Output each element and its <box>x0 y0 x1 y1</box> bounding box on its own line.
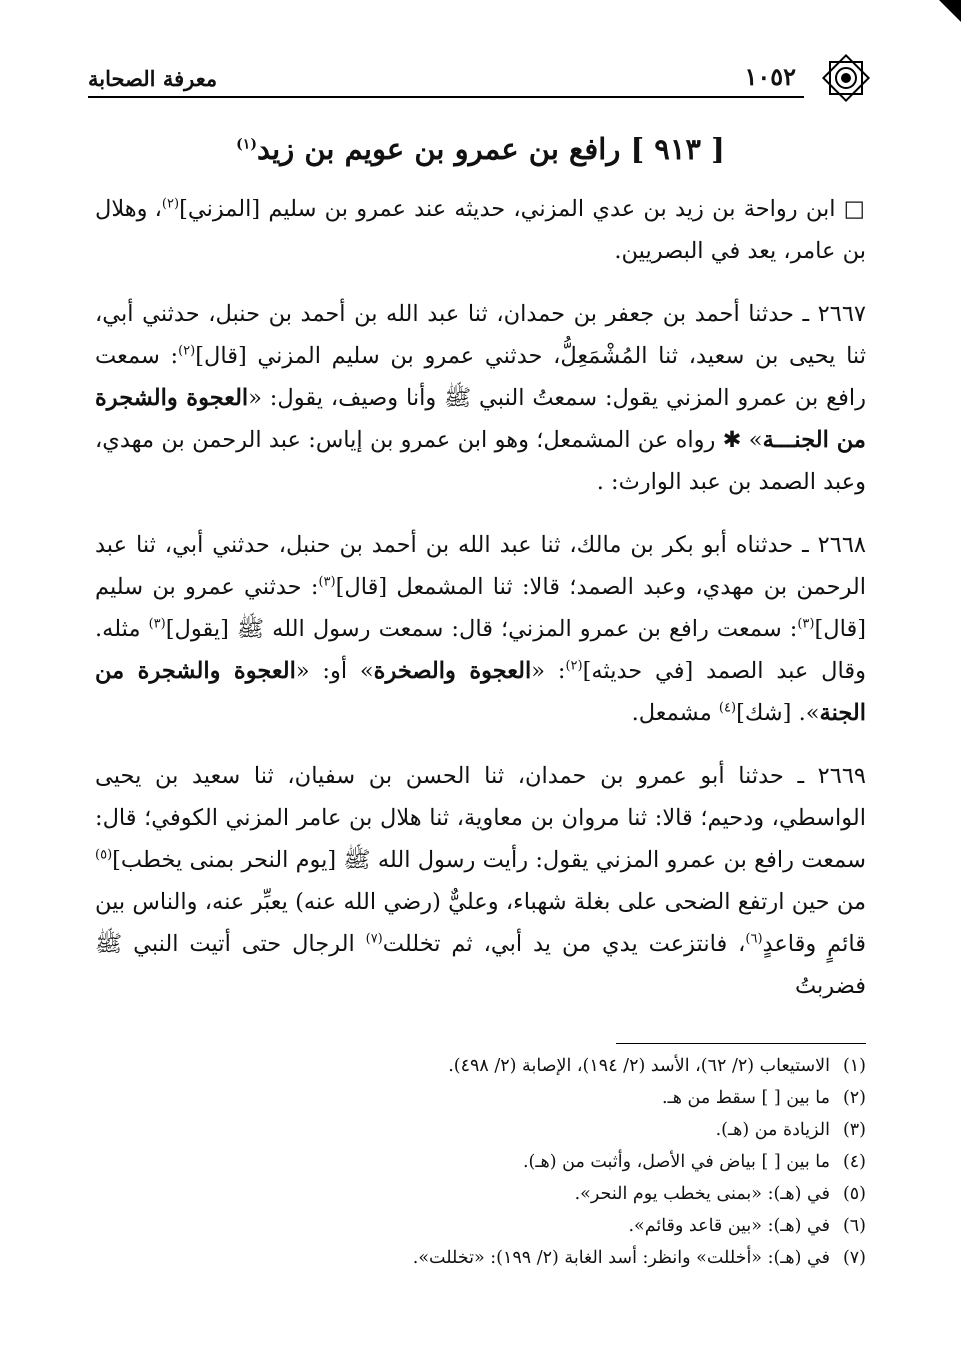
text-run: ٢٦٦٩ ـ حدثنا أبو عمرو بن حمدان، ثنا الحسن بن سفيان، ثنا سعيد بن يحيى الواسطي، ودحيم؛ قالا: ثنا مروان بن معاوية، ثنا هلال بن عامر المزني الكوفي؛ قال: سمعت رافع بن عمرو المزني يقول: رأيت رسول الله ﷺ [يوم النحر بمنى يخطب] <box>95 763 866 873</box>
footnote-ref: (٢) <box>565 658 583 674</box>
text-run: مثله. وقال عبد الصمد [في حديثه] <box>95 616 866 684</box>
footnote-number: (٦) <box>842 1216 866 1236</box>
paragraph-hadith-2668 <box>95 524 866 734</box>
text-run: مشمعل. <box>631 700 719 726</box>
page-corner-mark <box>939 0 961 22</box>
footnote-divider <box>616 1043 866 1044</box>
footnote-text: ما بين [ ] سقط من هـ. <box>662 1088 830 1108</box>
footnote-number: (٢) <box>842 1088 866 1108</box>
footnote-item <box>95 1178 866 1210</box>
footnote-number: (٣) <box>842 1120 866 1140</box>
footnote-ref: (٢) <box>178 343 196 359</box>
footnote-text: الاستيعاب (٢/ ٦٢)، الأسد (٢/ ١٩٤)، الإصابة (٢/ ٤٩٨). <box>448 1056 830 1076</box>
footnote-item <box>95 1050 866 1082</box>
page-body <box>95 128 866 1028</box>
footnote-ref: (٥) <box>95 847 113 863</box>
footnote-item <box>95 1146 866 1178</box>
footnote-item <box>95 1082 866 1114</box>
book-title: معرفة الصحابة <box>88 66 218 91</box>
footnote-ref: (٢) <box>161 196 180 212</box>
text-run: الرجال حتى أتيت النبي ﷺ فضربتُ <box>95 931 866 999</box>
hadith-quote: العجوة والصخرة <box>373 658 532 684</box>
footnote-ref: (١) <box>236 136 257 153</box>
ornament-icon <box>816 48 876 108</box>
text-run: من حين ارتفع الضحى على بغلة شهباء، وعليٌّ (رضي الله عنه) يعبِّر عنه، والناس بين قائمٍ وقاعدٍ <box>95 889 866 957</box>
paragraph-hadith-2669 <box>95 755 866 1007</box>
footnote-text: في (هـ): «بين قاعد وقائم». <box>628 1216 830 1236</box>
footnote-ref: (٧) <box>365 931 383 947</box>
text-run: : حدثني عمرو بن سليم [قال] <box>95 574 866 642</box>
text-run: □ ابن رواحة بن زيد بن عدي المزني، حديثه عند عمرو بن سليم [المزني] <box>179 196 866 222</box>
header-rule <box>88 96 804 98</box>
paragraph-hadith-2667 <box>95 293 866 503</box>
text-run: ٢٦٦٨ ـ حدثناه أبو بكر بن مالك، ثنا عبد الله بن أحمد بن حنبل، حدثني أبي، ثنا عبد الرحمن بن مهدي، وعبد الصمد؛ قالا: ثنا المشمعل [قال] <box>95 532 867 600</box>
text-run: : « <box>531 658 566 684</box>
text-run: ٢٦٦٧ ـ حدثنا أحمد بن جعفر بن حمدان، ثنا عبد الله بن أحمد بن حنبل، حدثني أبي، ثنا يحيى بن سعيد، ثنا المُشْمَعِلُّ، حدثني عمرو بن سليم المزني [قال] <box>95 301 866 369</box>
footnote-item <box>95 1114 866 1146</box>
text-run: : سمعت رافع بن عمرو المزني يقول: سمعتُ النبي ﷺ وأنا وصيف، يقول: « <box>95 343 866 411</box>
paragraph-bio <box>95 188 866 272</box>
footnote-number: (٤) <box>842 1152 866 1172</box>
text-run: : سمعت رافع بن عمرو المزني؛ قال: سمعت رسول الله ﷺ [يقول] <box>165 616 798 642</box>
footnote-ref: (٦) <box>745 931 763 947</box>
footnotes-list <box>95 1050 866 1274</box>
hadith-quote: العجوة والشجرة من الجنة <box>95 658 866 726</box>
footnote-ref: (٣) <box>797 616 815 632</box>
footnote-number: (٧) <box>842 1248 866 1268</box>
footnote-ref: (٤) <box>718 700 737 716</box>
text-run: » ✱ رواه عن المشمعل؛ وهو ابن عمرو بن إياس: عبد الرحمن بن مهدي، وعبد الصمد بن عبد الوارث: . <box>95 427 866 495</box>
footnote-text: ما بين [ ] بياض في الأصل، وأثبت من (هـ). <box>522 1152 830 1172</box>
footnote-number: (٥) <box>842 1184 866 1204</box>
footnote-text: في (هـ): «بمنى يخطب يوم النحر». <box>574 1184 830 1204</box>
page-header <box>88 54 866 98</box>
page-number: ١٠٥٢ <box>744 62 796 91</box>
entry-heading-text: [ ٩١٣ ] رافع بن عمرو بن عويم بن زيد <box>256 132 725 166</box>
text-run: ، وهلال بن عامر، يعد في البصريين. <box>95 196 866 264</box>
footnote-item <box>95 1210 866 1242</box>
footnote-ref: (٣) <box>148 616 166 632</box>
footnote-ref: (٣) <box>318 574 336 590</box>
entry-heading <box>95 132 866 166</box>
text-run: ». [شك] <box>736 700 820 726</box>
footnote-item <box>95 1242 866 1274</box>
text-run: ، فانتزعت يدي من يد أبي، ثم تخللت <box>382 931 746 957</box>
footnote-number: (١) <box>842 1056 866 1076</box>
footnote-text: الزيادة من (هـ). <box>715 1120 830 1140</box>
hadith-quote: العجوة والشجرة من الجنـــة <box>95 385 866 453</box>
footnote-text: في (هـ): «أخللت» وانظر: أسد الغابة (٢/ ١٩٩): «تخللت». <box>412 1248 830 1268</box>
text-run: » أو: « <box>295 658 374 684</box>
